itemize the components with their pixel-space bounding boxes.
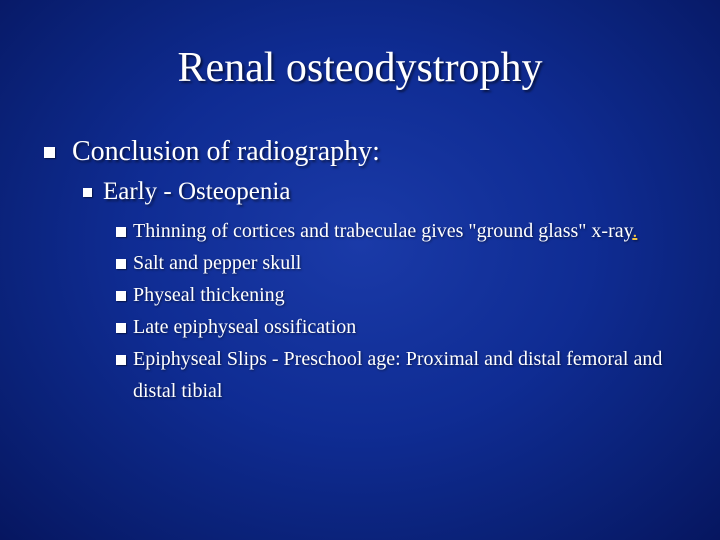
bullet-level3-list [113, 215, 693, 407]
list-item [113, 279, 693, 311]
list-item-text: Thinning of cortices and trabeculae gives "ground glass" x-ray [133, 220, 633, 242]
trailing-mark: . [632, 220, 638, 242]
square-bullet-icon [83, 188, 92, 197]
bullet-level1-text: Conclusion of radiography: [72, 136, 380, 167]
list-item-text: Late epiphyseal ossification [133, 316, 357, 338]
list-item-text: Salt and pepper skull [133, 252, 302, 274]
list-item [113, 247, 693, 279]
list-item [113, 311, 693, 343]
square-bullet-icon [116, 259, 126, 269]
list-item [113, 215, 693, 247]
square-bullet-icon [44, 147, 55, 158]
square-bullet-icon [116, 323, 126, 333]
list-item-text: Physeal thickening [133, 284, 285, 306]
list-item [113, 343, 693, 407]
square-bullet-icon [116, 355, 126, 365]
list-item-text: Epiphyseal Slips - Preschool age: Proximal and distal femoral and distal tibial [133, 348, 663, 402]
square-bullet-icon [116, 291, 126, 301]
bullet-level2-text: Early - Osteopenia [103, 178, 291, 205]
square-bullet-icon [116, 227, 126, 237]
slide-title: Renal osteodystrophy [177, 45, 543, 91]
